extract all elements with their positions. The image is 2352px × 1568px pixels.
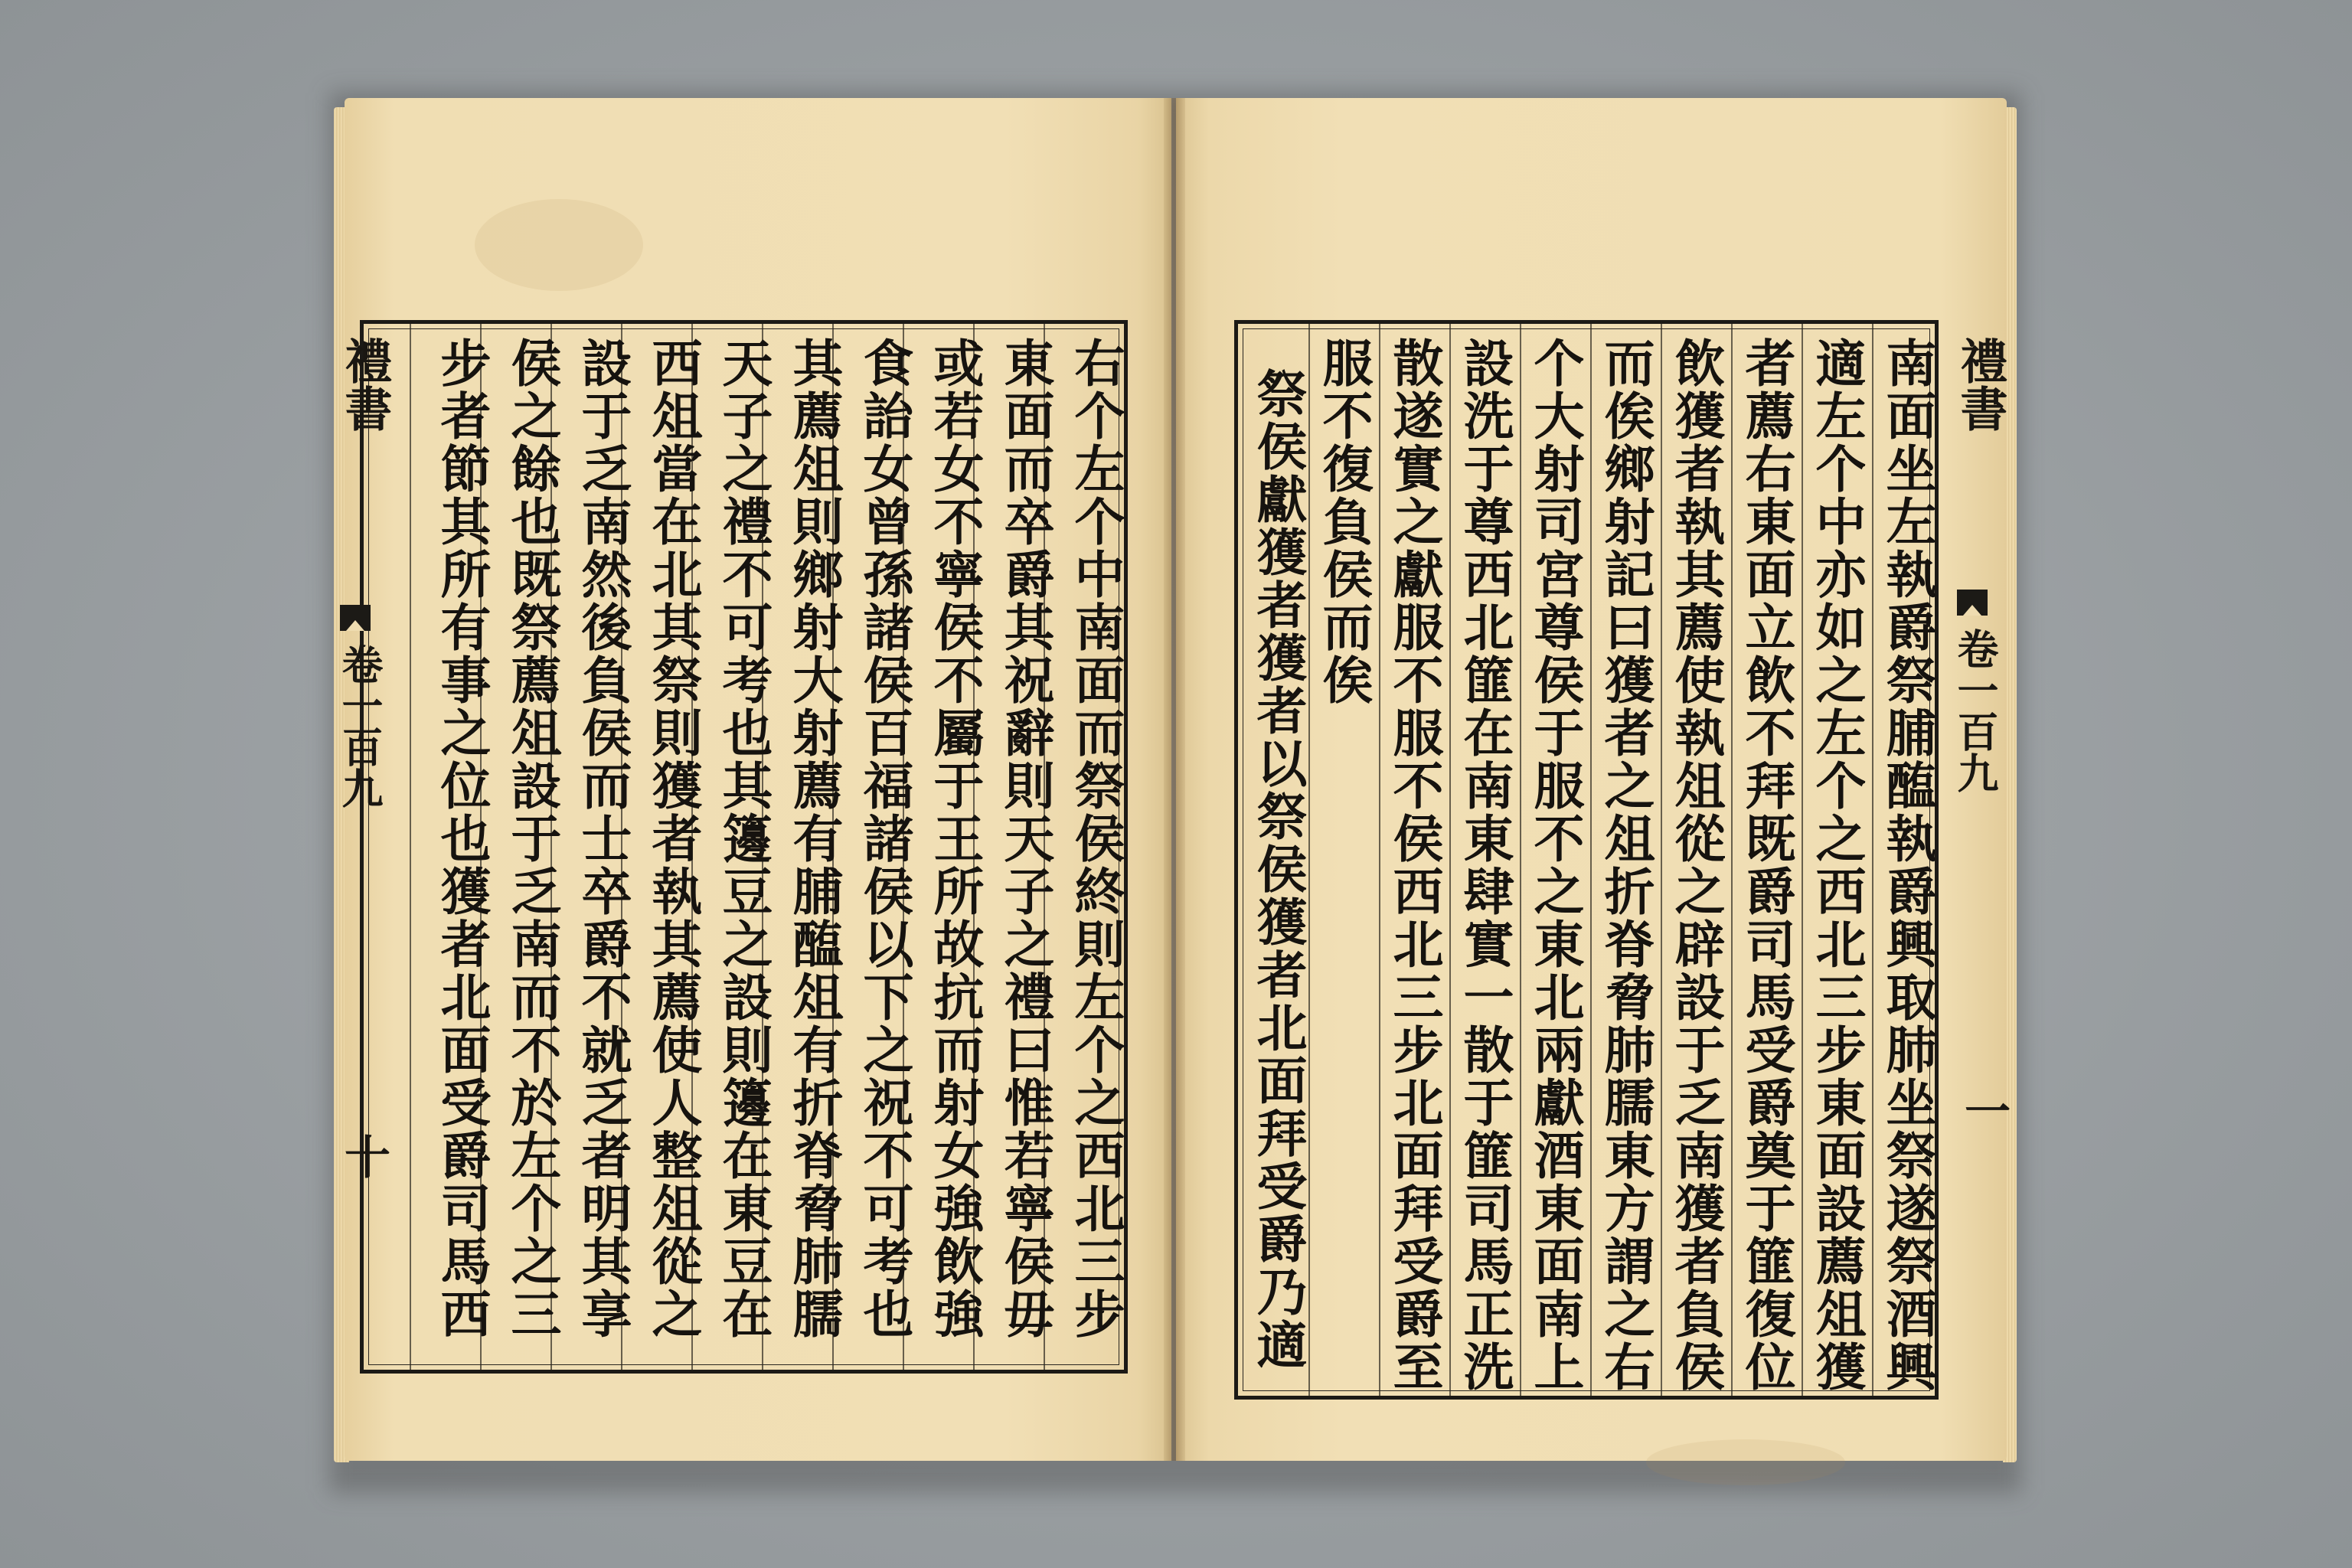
paper-stain — [475, 199, 643, 291]
text-column: 食詒女曾孫諸侯百福諸侯以下之祝不可考也 — [854, 337, 914, 1341]
text-column: 而俟鄉射記曰獲者之俎折脊脅肺臑東方謂之右 — [1596, 337, 1655, 1393]
text-column: 南面坐左執爵祭脯醢執爵興取肺坐祭遂祭酒興 — [1877, 337, 1937, 1393]
book-title-banxin: 禮書 — [337, 337, 393, 432]
text-column: 天子之禮不可考也其籩豆之設則籩在東豆在 — [714, 337, 773, 1341]
text-column: 適左个中亦如之左个之西北三步東面設薦俎獲 — [1807, 337, 1867, 1393]
column-rule — [1520, 324, 1521, 1396]
fish-tail-mark — [1957, 590, 1988, 616]
column-rule — [1872, 324, 1873, 1396]
folio-number-right: 一 — [1957, 1087, 2011, 1133]
text-column: 右个左个中南面而祭侯終則左个之西北三步 — [1066, 337, 1125, 1341]
paper-stain — [1646, 1439, 1845, 1485]
column-rule — [1731, 324, 1733, 1396]
column-rule — [1590, 324, 1592, 1396]
fish-tail-mark — [340, 605, 371, 631]
text-column: 祭侯獻獲者獲者以祭侯獲者北面拜受爵乃適 — [1248, 368, 1308, 1371]
column-rule — [1379, 324, 1380, 1396]
text-column: 設洗于尊西北篚在南東肆實一散于篚司馬正洗 — [1455, 337, 1514, 1393]
text-column: 西俎當在北其祭則獲者執其薦使人整俎從之 — [643, 337, 703, 1341]
book-title-banxin-right: 禮書 — [1952, 337, 2008, 432]
juan-number-banxin-right: 卷一百九 — [1951, 628, 2000, 793]
text-column: 者薦右東面立飲不拜既爵司馬受爵奠于篚復位 — [1736, 337, 1796, 1393]
text-column: 侯之餘也既祭薦俎設于乏南而不於左个之三 — [502, 337, 562, 1341]
book-gutter — [1164, 98, 1185, 1461]
text-column: 散遂實之獻服不服不侯西北三步北面拜受爵至 — [1384, 337, 1444, 1393]
column-rule — [1661, 324, 1662, 1396]
column-rule — [410, 324, 411, 1370]
column-rule — [1802, 324, 1803, 1396]
folio-number-left: 十 — [337, 1133, 390, 1179]
text-column: 東面而卒爵其祝辭則天子之禮曰惟若寧侯毋 — [995, 337, 1055, 1341]
text-column: 其薦俎則鄉射大射薦有脯醢俎有折脊脅肺臑 — [784, 337, 844, 1341]
text-column: 飲獲者執其薦使執俎從之辟設于乏南獲者負侯 — [1666, 337, 1726, 1393]
text-column: 步者節其所有事之位也獲者北面受爵司馬西 — [432, 337, 492, 1341]
text-column: 服不復負侯而俟 — [1314, 337, 1374, 707]
column-rule — [1308, 324, 1310, 1396]
column-rule — [1449, 324, 1451, 1396]
text-column: 个大射司宮尊侯于服不之東北兩獻酒東面南上 — [1525, 337, 1585, 1393]
text-column: 或若女不寧侯不屬于王所故抗而射女強飲強 — [925, 337, 985, 1341]
juan-number-banxin: 卷一百九 — [335, 643, 384, 808]
text-column: 設于乏南然後負侯而士卒爵不就乏者明其享 — [573, 337, 632, 1341]
